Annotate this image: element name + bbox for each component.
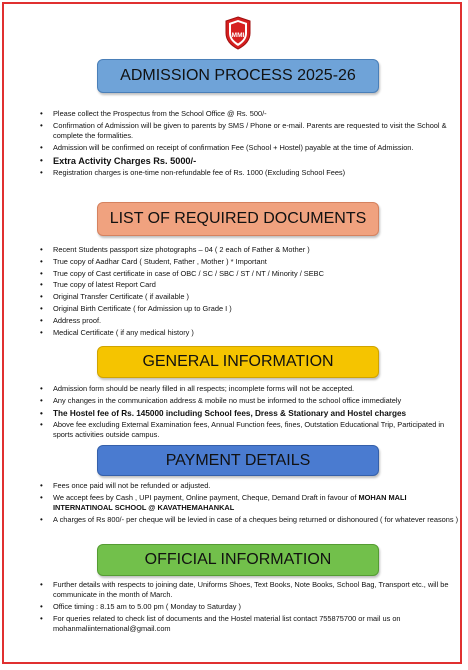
payment-title: PAYMENT DETAILS [165,451,311,469]
document-page [2,2,462,664]
documents-title: LIST OF REQUIRED DOCUMENTS [109,210,367,227]
list-item: • Any changes in the communication address & mobile no must be informed to the school office immediately [40,396,460,406]
list-item: • True copy of latest Report Card [40,280,460,290]
list-item: • Admission form should be nearly filled in all respects; incomplete forms will not be accepted. [40,384,460,394]
official-title: OFFICIAL INFORMATION [144,551,332,568]
list-item: • Original Transfer Certificate ( if available ) [40,292,460,302]
list-item: • Fees once paid will not be refunded or adjusted. [40,481,460,491]
list-item: • A charges of Rs 800/- per cheque will be levied in case of a cheques being returned or dishonoured ( for whatever reasons ) [40,515,460,525]
official-banner [97,544,379,576]
shield-logo-icon [224,16,252,50]
list-item: • Recent Students passport size photographs – 04 ( 2 each of Father & Mother ) [40,245,460,255]
list-item: • For queries related to check list of documents and the Hostel material list contact 755875700 or mail us on mohanmaliinternational@gmail.com [40,614,460,634]
general-banner [97,346,379,378]
payment-list [40,481,460,527]
list-item: • Medical Certificate ( if any medical history ) [40,328,460,338]
general-list [40,384,460,442]
documents-banner [97,202,379,236]
list-item: • Admission will be confirmed on receipt of confirmation Fee (School + Hostel) payable at the time of Admission. [40,143,460,153]
list-item [40,493,460,513]
documents-list [40,245,460,339]
list-item: • Please collect the Prospectus from the School Office @ Rs. 500/- [40,109,460,119]
school-name: MOHAN MALI INTERNATINOAL SCHOOL @ KAVATHEMAHANKAL [53,492,407,512]
official-list [40,580,460,636]
list-item: • Confirmation of Admission will be given to parents by SMS / Phone or e-mail. Parents are requested to visit the School & complete the formalities. [40,121,460,141]
admission-banner [97,59,379,93]
list-item: • Registration charges is one-time non-refundable fee of Rs. 1000 (Excluding School Fees) [40,168,460,178]
list-item: • True copy of Aadhar Card ( Student, Father , Mother ) * Important [40,257,460,267]
list-item: • True copy of Cast certificate in case of OBC / SC / SBC / ST / NT / Minority / SEBC [40,269,460,279]
admission-list [40,109,460,180]
list-item: • Further details with respects to joining date, Uniforms Shoes, Text Books, Note Books, School Bag, Transport etc., will be communicate in the month of March. [40,580,460,600]
payment-methods-text: We accept fees by Cash , UPI payment, Online payment, Cheque, Demand Draft in favour of [53,492,357,502]
general-title: GENERAL INFORMATION [142,353,334,370]
list-item: • Office timing : 8.15 am to 5.00 pm ( Monday to Saturday ) [40,602,460,612]
list-item: • Original Birth Certificate ( for Admission up to Grade I ) [40,304,460,314]
list-item: • Extra Activity Charges Rs. 5000/- [40,155,460,167]
payment-banner [97,445,379,476]
logo-text: MMI [231,32,245,39]
list-item: • Above fee excluding External Examination fees, Annual Function fees, fines, Outstation Educational Trip, Participated in sports activities outside campus. [40,420,460,440]
admission-title: ADMISSION PROCESS 2025-26 [120,67,356,84]
list-item: • The Hostel fee of Rs. 145000 including School fees, Dress & Stationary and Hostel charges [40,408,460,419]
list-item: • Address proof. [40,316,460,326]
